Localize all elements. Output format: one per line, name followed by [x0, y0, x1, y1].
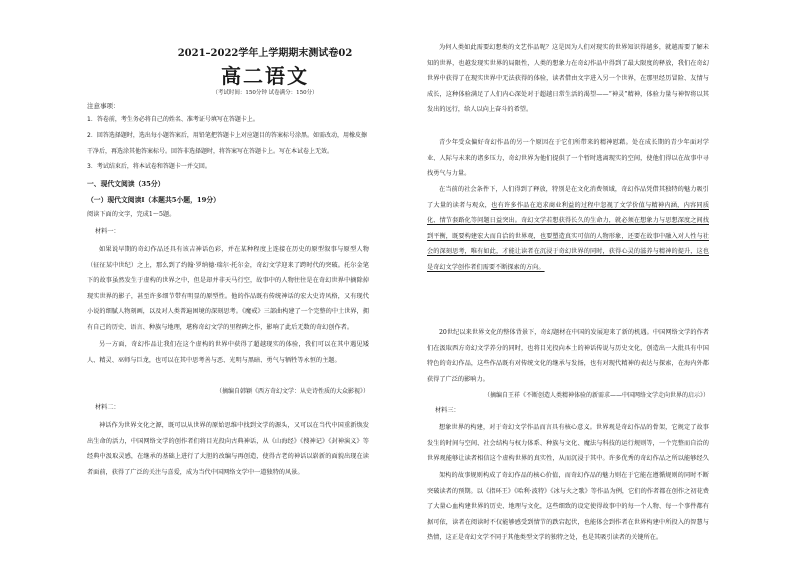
material-1-paragraph-2: 另一方面，奇幻作品让我们在这个虚构的世界中获得了超越现实的体验，我们可以在其中遇见矮人、精灵、巫师与巨龙，也可以在其中思考善与恶、光明与黑暗、勇气与牺牲等永恒的主题。 — [87, 341, 369, 364]
material-2-title: 材料二： — [95, 404, 120, 411]
right-paragraph-2: 青少年受众偏好奇幻作品的另一个原因在于它们所带来的精神慰藉。处在成长期的青少年面对学业、人际与未来的诸多压力，奇幻世界为他们提供了一个暂时逃离现实的空间，使他们得以在故事中寻找勇气与力量。 — [427, 139, 709, 178]
underlined-passage: 也有许多作品在追求商业利益的过程中忽视了文学价值与精神内涵，内容同质化、情节套路化等问题日益突出。奇幻文学若想获得长久的生命力，就必须在想象力与思想深度之间找到平衡，既要构建宏大而自洽的世界观，也要塑造真实可信的人物形象，还要在故事中融入对人性与社会的深刻思考，唯有如此，才能让读者在沉浸于奇幻世界的同时，获得心灵的滋养与精神的提升，这也是奇幻文学创作者们需要不断探索的方向。 — [427, 201, 709, 271]
note-item-2: 2．回答选择题时，选出每小题答案后，用铅笔把答题卡上对应题目的答案标号涂黑。如需改动，用橡皮擦干净后，再选涂其他答案标号。回答非选择题时，将答案写在答题卡上。写在本试卷上无效。 — [87, 132, 367, 155]
material-2-paragraph: 神话作为世界文化之源，既可以从世界的原始思维中找到文学的源头，又可以在当代中国重新焕发出生命的活力，中国网络文学的创作者们将目光投向古典神话，从《山海经》《搜神记》《封神演义》等经典中汲取灵感，在继承的基础上进行了大胆的改编与再创造，使得古老的神话以崭新的面貌出现在读者面前，获得了广泛的关注与喜爱，成为当代中国网络文学中一道独特的风景。 — [87, 422, 369, 476]
material-2-source: （摘编自王祥《不断创造人类精神体验的新需求——中国网络文学走向世界的启示》） — [483, 392, 709, 399]
instruction-text: 阅读下面的文字，完成1～5题。 — [87, 211, 176, 218]
right-paragraph-1: 为何人类如此需要幻想类的文艺作品呢？这是因为人们对现实的世界知识得越多，就越需要了解未知的世界，也越发现实世界的局限性，人类的想象力在奇幻作品中得到了最大限度的释放，我们在奇幻世界中获得了在现实世界中无法获得的体验，读者借由文字进入另一个世界，在那里经历冒险、友情与成长，这种体验满足了人们内心深处对于超越日常生活的渴望——“神灵”精神，体验力量与神智将以其发出的远行，给人以向上奋斗的希望。 — [427, 44, 709, 114]
exam-meta: （考试时间：150分钟 试卷满分：150分） — [212, 90, 318, 96]
right-paragraph-3 — [427, 182, 709, 323]
material-1-source: （摘编自韩颖《西方奇幻文学：从史诗性质的大众影视》） — [215, 388, 369, 395]
paragraph-3-lead: 在当前的社会条件下，人们得到了释放，特别是在文化消费领域，奇幻作品凭借其独特的魅力吸引了大量的读者与观众， — [427, 186, 709, 209]
right-paragraph-5: 想象世界的构建，对于奇幻文学作品而言具有核心意义。世界观是奇幻作品的骨架，它规定了故事发生的时间与空间、社会结构与权力体系、种族与文化、魔法与科技的运行规则等，一个完整而自洽的世界观能够让读者相信这个虚构世界的真实性，从而沉浸于其中。许多优秀的奇幻作品之所以能够经久 — [427, 424, 709, 463]
right-paragraph-4: 20世纪以来世界文化的整体背景下，奇幻题材在中国的发展迎来了新的机遇。中国网络文学的作者们在汲取西方奇幻文学养分的同时，也将目光投向本土的神话传说与历史文化，创造出一大批具有中国特色的奇幻作品，这些作品既有对传统文化的继承与发扬，也有对现代精神的表达与探索，在海内外都获得了广泛的影响力。 — [427, 329, 709, 383]
exam-title: 2021–2022学年上学期期末测试卷02 — [177, 48, 353, 59]
note-item-1: 1．答卷前，考生务必将自己的姓名、准考证号填写在答题卡上。 — [87, 116, 259, 123]
notes-heading: 注意事项： — [87, 102, 120, 110]
subject-title: 高二语文 — [221, 64, 309, 88]
material-3-title: 材料三： — [435, 407, 460, 414]
subsection-title: （一）现代文阅读Ⅰ（本题共5小题，19分） — [87, 196, 220, 204]
note-item-3: 3．考试结束后，将本试卷和答题卡一并交回。 — [87, 163, 211, 170]
material-1-title: 材料一： — [95, 228, 120, 235]
right-paragraph-6: 架构的故事规则构成了奇幻作品的核心价值，而奇幻作品的魅力则在于它能在遵循规则的同时不断突破读者的预期。以《指环王》《哈利·波特》《冰与火之歌》等作品为例，它们的作者都在创作之初花费了大量心血构建世界的历史、地理与文化，这些细致的设定使得故事中的每一个人物、每一个事件都有据可依，读者在阅读时不仅能够感受到情节的跌宕起伏，也能体会到作者在世界构建中所投入的智慧与热情，这正是奇幻文学不同于其他类型文学的独特之处，也是其吸引读者的关键所在。 — [427, 472, 709, 542]
section-title: 一、现代文阅读（35分） — [87, 180, 165, 188]
material-1-paragraph: 如果说早期的奇幻作品还具有该吉神话色彩，并在某种程度上连接在历史的原型叙事与原型人物（征征某中世纪）之上，那么到了约翰·罗纳德·瑞尔·托尔金，奇幻文学迎来了跨时代的突破。托尔金笔下的故事虽然发生于虚构的世界之中，但是却并非天马行空，故事中的人物往往是在奇幻世界中摘除掉现实世界的影子，甚至许多细节带有明显的原型性。他的作品既有传统神话的宏大史诗风格，又有现代小说的细腻人物刻画，以及对人类普遍困境的深刻思考。《魔戒》三部曲构建了一个完整的中土世界，拥有自己的历史、语言、种族与地理，堪称奇幻文学的里程碑之作，影响了此后无数的奇幻创作者。 — [87, 246, 369, 331]
